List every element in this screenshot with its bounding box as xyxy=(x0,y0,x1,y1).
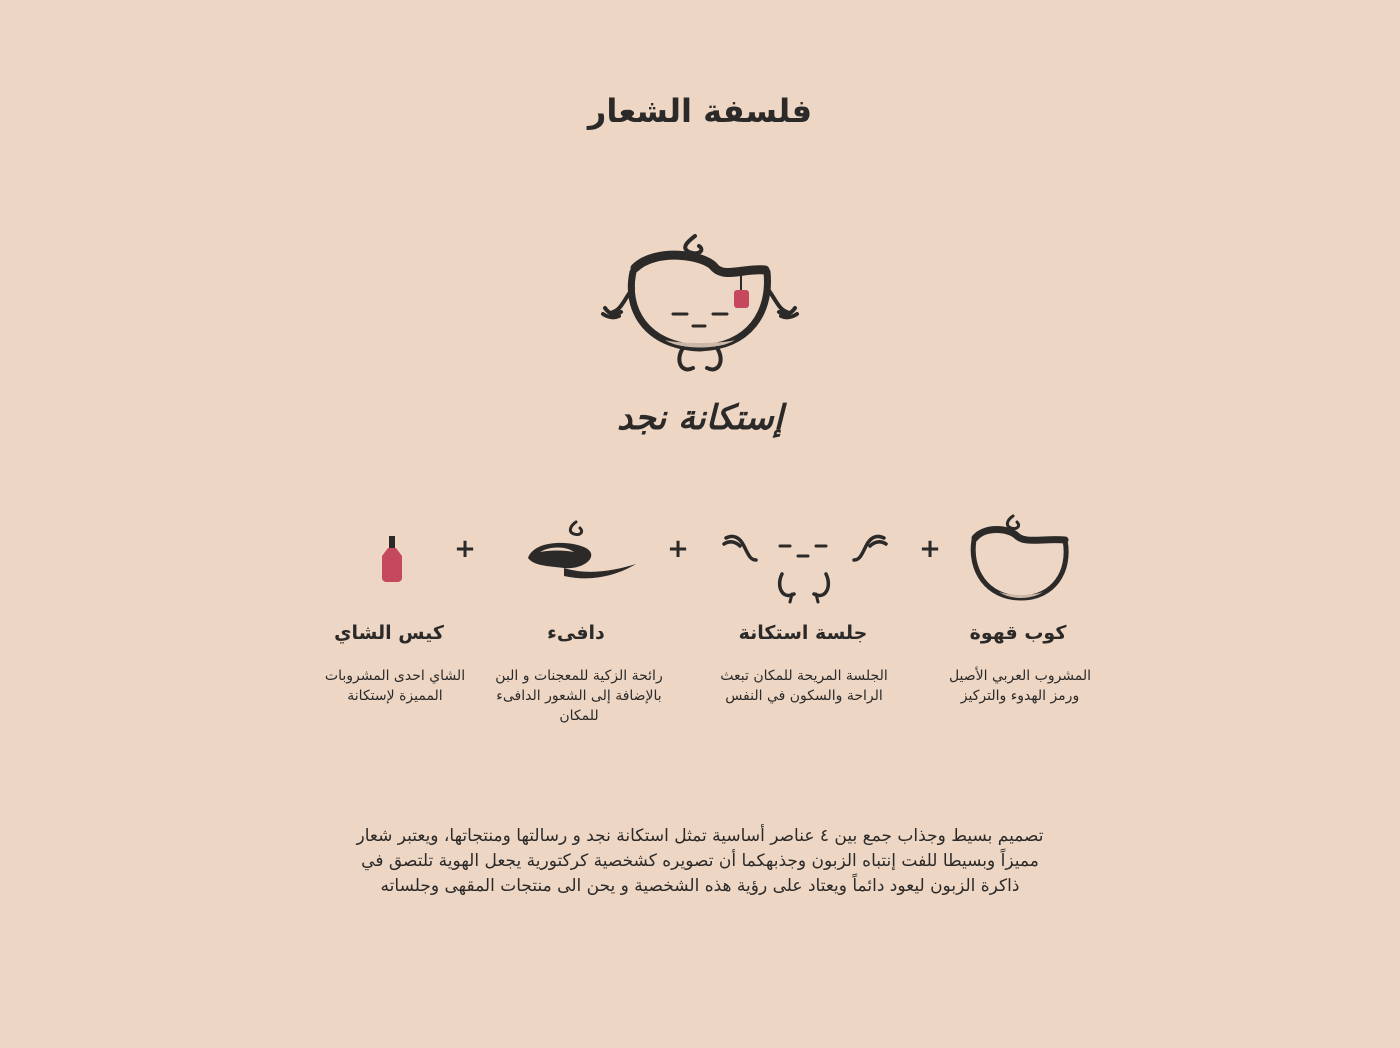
plus-sign: + xyxy=(667,534,689,564)
relaxed-sitting-character-icon xyxy=(720,510,890,610)
tea-bag-tag xyxy=(734,290,749,308)
coffee-cup-icon xyxy=(965,510,1075,610)
element-title-tea-bag: كيس الشاي xyxy=(334,622,444,644)
plus-sign: + xyxy=(919,534,941,564)
element-description-tea-bag: الشاي احدى المشروبات المميزة لإستكانة xyxy=(324,668,466,704)
logo-wordmark: إستكانة نجد xyxy=(616,398,784,438)
steam-swirl-icon xyxy=(520,510,640,610)
plus-sign: + xyxy=(454,534,476,564)
element-description-sitting: الجلسة المريحة للمكان تبعث الراحة والسكون في النفس xyxy=(720,668,888,704)
logo-philosophy-description: تصميم بسيط وجذاب جمع بين ٤ عناصر أساسية تمثل استكانة نجد و رسالتها ومنتجاتها، ويعتبر شعار مميزاً وبسيطا للفت إنتباه الزبون وجذبهكما أن تصويره كشخصية كركتورية يجعل الهوية تلتصق في ذاكرة الزبون ليعود دائماً ويعتاد على رؤية هذه الشخصية و يحن الى منتجات المقهى وجلساته xyxy=(356,826,1044,896)
element-title-sitting: جلسة استكانة xyxy=(738,622,868,644)
page-title: فلسفة الشعار xyxy=(587,92,813,130)
element-description-coffee-cup: المشروب العربي الأصيل ورمز الهدوء والتركيز xyxy=(948,668,1092,704)
tea-bag-icon xyxy=(372,510,412,610)
element-title-coffee-cup: كوب قهوة xyxy=(969,622,1067,644)
element-title-warm: دافىء xyxy=(547,622,605,644)
logo-elements-icons xyxy=(0,510,1400,620)
element-description-warm: رائحة الزكية للمعجنات و البن بالإضافة إلى الشعور الدافىء للمكان xyxy=(495,668,663,724)
